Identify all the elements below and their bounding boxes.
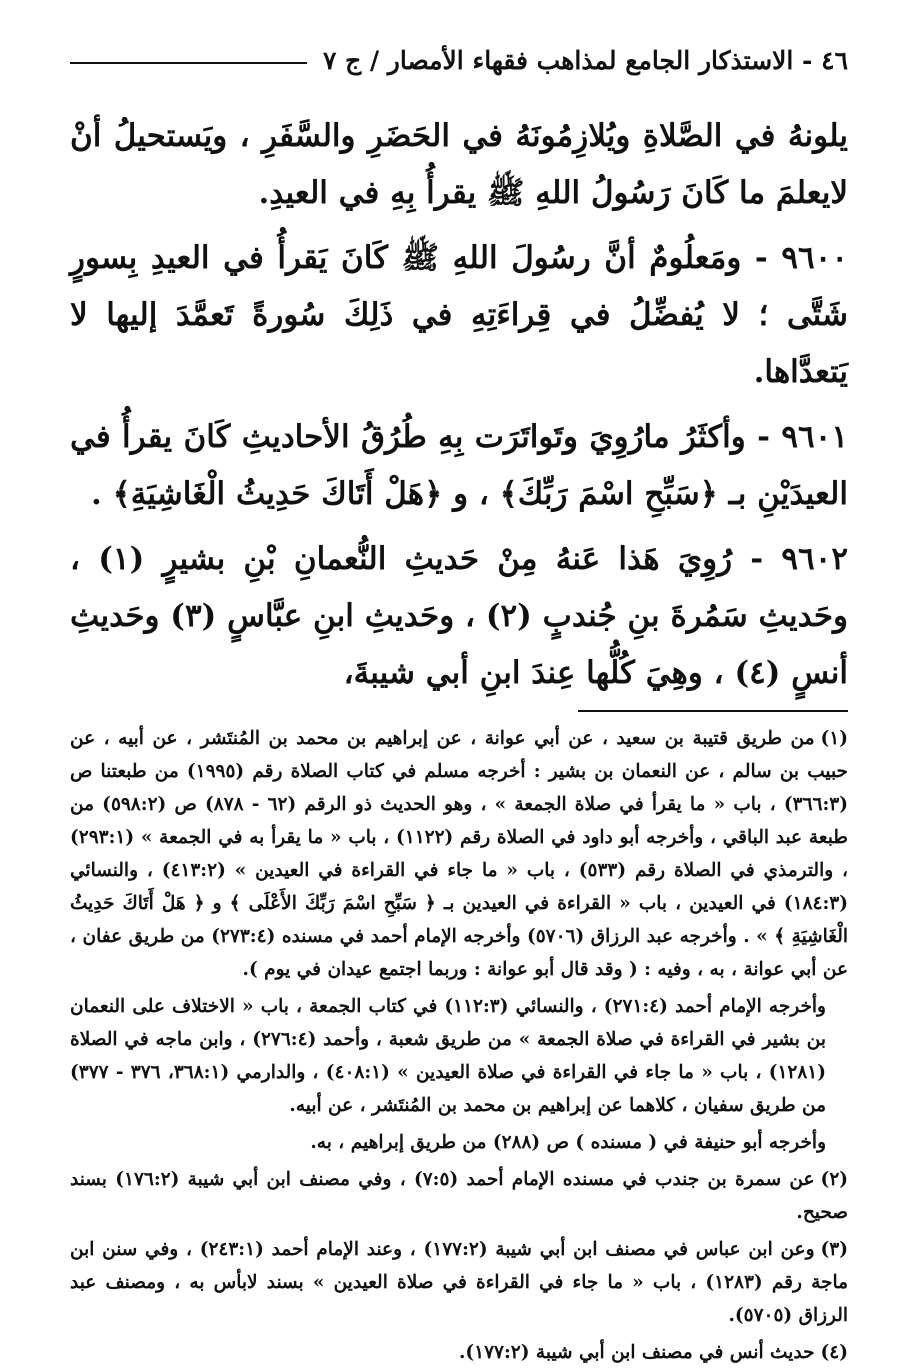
- footnote-text: وأخرجه أبو حنيفة في ( مسنده ) ص (٢٨٨) من طريق إبراهيم ، به.: [310, 1132, 826, 1153]
- page-header: [70, 40, 848, 80]
- footnote-1-continuation: [70, 990, 848, 1122]
- footnotes: [70, 722, 848, 1369]
- main-text: [70, 108, 848, 702]
- paragraph: ٩٦٠١ - وأكثَرُ مارُوِيَ وتَواتَرَت بِهِ طُرُقُ الأحاديثِ كَانَ يقرأُ في العيدَيْنِ بـ ﴿سَبِّحِ اسْمَ رَبِّكَ﴾ ، و ﴿هَلْ أَتَاكَ حَدِيثُ الْغَاشِيَةِ﴾ .: [70, 419, 848, 512]
- footnote-4: [70, 1336, 848, 1369]
- paragraph: ٩٦٠٠ - ومَعلُومٌ أنَّ رسُولَ اللهِ ﷺ كَانَ يَقرأُ في العيدِ بِسورٍ شَتَّى ؛ لا يُفضِّلُ في قِراءَتِهِ في ذَلِكَ سُورةً تَعمَّدَ إليها لا يَتعدَّاها.: [70, 240, 848, 390]
- footnote-text: حديث أنس في مصنف ابن أبي شيبة (١٧٧:٢).: [458, 1342, 815, 1363]
- running-header-title: ٤٦ - الاستذكار الجامع لمذاهب فقهاء الأمصار / ج ٧: [322, 45, 848, 75]
- footnote-1-continuation: [70, 1126, 848, 1159]
- paragraph: يلونهُ في الصَّلاةِ ويُلازِمُونَهُ في الحَضَرِ والسَّفَرِ ، ويَستحيلُ أنْ لايعلمَ ما كَانَ رَسُولُ اللهِ ﷺ يقرأُ بِهِ في العيدِ.: [70, 118, 848, 211]
- footnote-3: [70, 1233, 848, 1332]
- footnote-1: [70, 722, 848, 986]
- footnote-text: وعن ابن عباس في مصنف ابن أبي شيبة (١٧٧:٢) ، وعند الإمام أحمد (٢٤٣:١) ، وفي سنن ابن ماجة رقم (١٢٨٣) ، باب « ما جاء في القراءة في صلاة العيدين » بسند لابأس به ، ومصنف عبد الرزاق (٥٧٠٥).: [70, 1239, 849, 1326]
- footnote-number: (٣): [820, 1239, 848, 1260]
- footnote-2: [70, 1163, 848, 1229]
- header-rule: [70, 62, 307, 64]
- paragraph: ٩٦٠٢ - رُوِيَ هَذا عَنهُ مِنْ حَديثِ النُّعمانِ بْنِ بشيرٍ (١) ، وحَديثِ سَمُرةَ بنِ جُندبٍ (٢) ، وحَديثِ ابنِ عبَّاسٍ (٣) وحَديثِ أنسٍ (٤) ، وهِيَ كُلُّها عِندَ ابنِ أبي شيبةَ،: [70, 541, 849, 691]
- footnote-text: من طريق قتيبة بن سعيد ، عن أبي عوانة ، عن إبراهيم بن محمد بن المُنتَشر ، عن أبيه ، عن حبيب بن سالم ، عن النعمان بن بشير : أخرجه مسلم في كتاب الصلاة رقم (١٩٩٥) من طبعتنا ص (٣٦٦:٣) ، باب « ما يقرأ في صلاة الجمعة » ، وهو الحديث ذو الرقم (٦٢ - ٨٧٨) ص (٥٩٨:٢) من طبعة عبد الباقي ، وأخرجه أبو داود في الصلاة رقم (١١٢٢) ، باب « ما يقرأ به في الجمعة » (٢٩٣:١) ، والترمذي في الصلاة رقم (٥٣٣) ، باب « ما جاء في القراءة في العيدين » (٤١٣:٢) ، والنسائي (١٨٤:٣) في العيدين ، باب « القراءة في العيدين بـ ﴿ سَبِّحِ اسْمَ رَبِّكَ الأَعْلَى ﴾ و ﴿ هَلْ أَتَاكَ حَدِيثُ الْغَاشِيَةِ ﴾ » . وأخرجه عبد الرزاق (٥٧٠٦) وأخرجه الإمام أحمد في مسنده (٢٧٣:٤) من طريق عفان ، عن أبي عوانة ، به ، وفيه : ( وقد قال أبو عوانة : وربما اجتمع عيدان في يوم ).: [70, 728, 849, 980]
- footnote-text: وأخرجه الإمام أحمد (٢٧١:٤) ، والنسائي (١١٢:٣) في كتاب الجمعة ، باب « الاختلاف على النعمان بن بشير في القراءة في صلاة الجمعة » من طريق شعبة ، وأحمد (٢٧٦:٤) ، وابن ماجه في الصلاة (١٢٨١) ، باب « ما جاء في القراءة في صلاة العيدين » (٤٠٨:١) ، والدارمي (٣٦٨:١، ٣٧٦ - ٣٧٧) من طريق سفيان ، كلاهما عن إبراهيم بن محمد بن المُنتَشر ، عن أبيه.: [70, 996, 827, 1116]
- footnote-number: (٤): [820, 1342, 848, 1363]
- footnote-number: (١): [820, 728, 848, 749]
- footnote-number: (٢): [820, 1169, 849, 1190]
- footnote-separator: [578, 710, 848, 712]
- footnote-text: عن سمرة بن جندب في مسنده الإمام أحمد (٧:٥) ، وفي مصنف ابن أبي شيبة (١٧٦:٢) بسند صحيح.: [70, 1169, 848, 1223]
